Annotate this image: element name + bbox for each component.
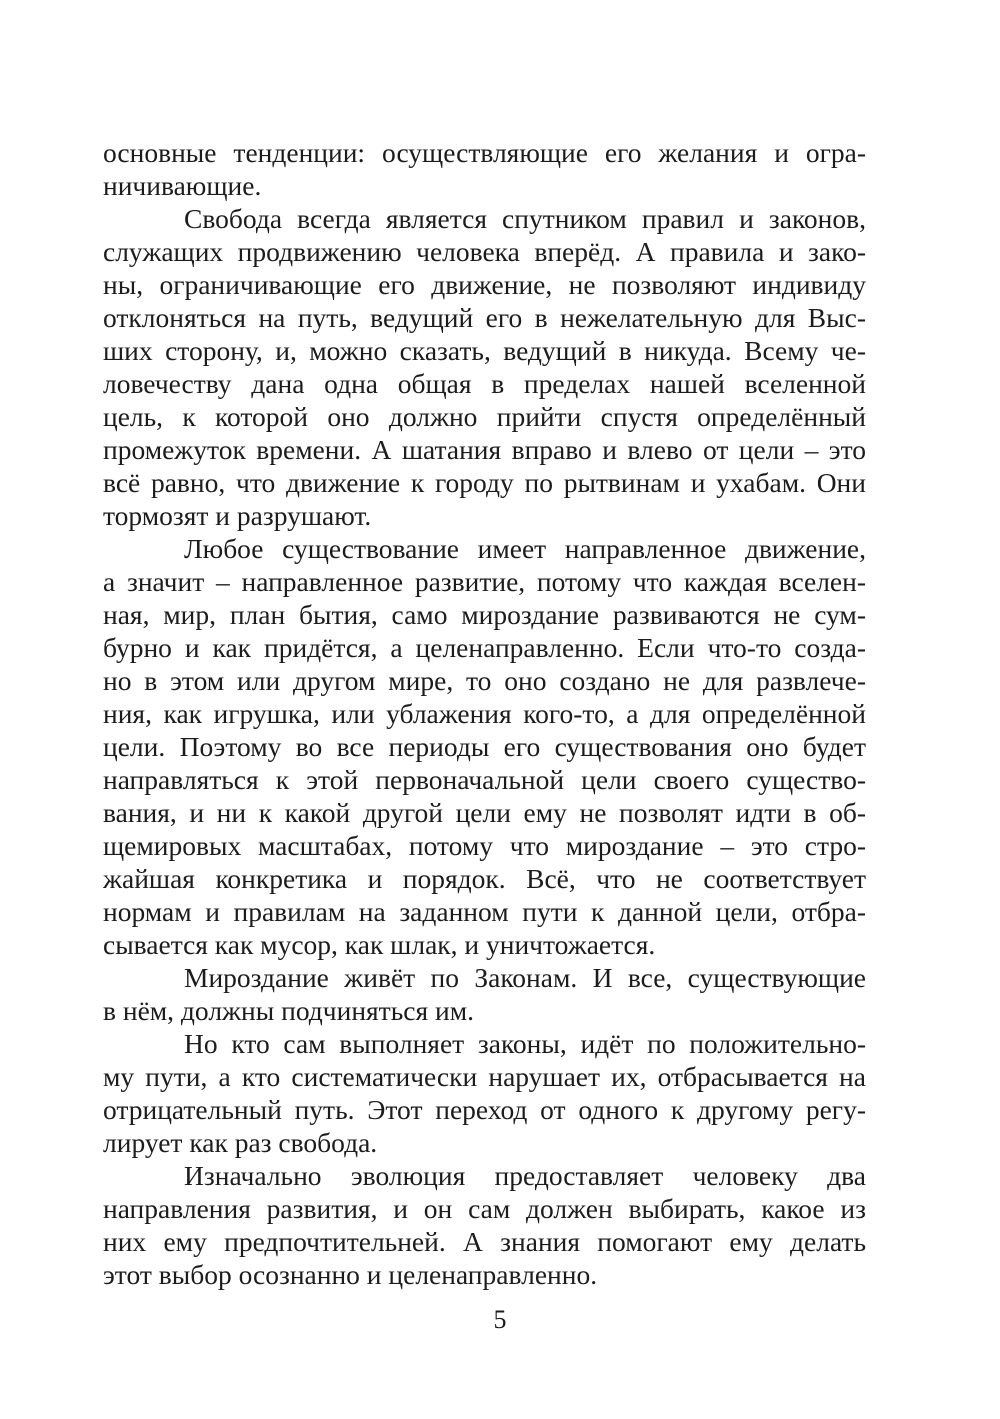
text-line: му пути, а кто систематически нарушает их, отбрасывается на — [103, 1061, 866, 1092]
text-line: направляться к этой первоначальной цели своего существо- — [103, 764, 866, 795]
text-line: нормам и правилам на заданном пути к данной цели, отбра- — [103, 896, 866, 927]
text-line: ны, ограничивающие его движение, не позволяют индивиду — [103, 269, 866, 300]
text-line: щемировых масштабах, потому что мироздание – это стро- — [103, 830, 866, 861]
text-line: ничивающие. — [103, 170, 262, 201]
text-line: сывается как мусор, как шлак, и уничтожается. — [103, 929, 656, 960]
text-line: ших сторону, и, можно сказать, ведущий в никуда. Всему че- — [103, 335, 866, 366]
text-line: ния, как игрушка, или ублажения кого-то, а для определённой — [103, 698, 866, 729]
body-text — [103, 136, 866, 1291]
text-line: служащих продвижению человека вперёд. А правила и зако- — [103, 236, 866, 267]
text-line: цели. Поэтому во все периоды его существования оно будет — [103, 731, 866, 762]
paragraph-first-line: Но кто сам выполняет законы, идёт по положительно- — [184, 1028, 866, 1059]
text-line: цель, к которой оно должно прийти спустя определённый — [103, 401, 866, 432]
text-line: но в этом или другом мире, то оно создано не для развлече- — [103, 665, 866, 696]
text-line: этот выбор осознанно и целенаправленно. — [103, 1259, 598, 1290]
text-line: отрицательный путь. Этот переход от одного к другому регу- — [103, 1094, 866, 1125]
text-line: бурно и как придётся, а целенаправленно. Если что-то созда- — [103, 632, 866, 663]
text-line: ловечеству дана одна общая в пределах нашей вселенной — [103, 368, 866, 399]
text-line: вания, и ни к какой другой цели ему не позволят идти в об- — [103, 797, 866, 828]
paragraph-first-line: Мироздание живёт по Законам. И все, существующие — [184, 962, 866, 993]
text-line: направления развития, и он сам должен выбирать, какое из — [103, 1193, 866, 1224]
text-line: а значит – направленное развитие, потому что каждая вселен- — [103, 566, 866, 597]
text-line: ная, мир, план бытия, само мироздание развиваются не сум- — [103, 599, 866, 630]
text-line: лирует как раз свобода. — [103, 1127, 378, 1158]
text-line: жайшая конкретика и порядок. Всё, что не соответствует — [103, 863, 866, 894]
text-line: всё равно, что движение к городу по рытвинам и ухабам. Они — [103, 467, 866, 498]
text-line: промежуток времени. А шатания вправо и влево от цели – это — [103, 434, 866, 465]
text-line: в нём, должны подчиняться им. — [103, 995, 474, 1026]
text-line: основные тенденции: осуществляющие его желания и огра- — [103, 137, 866, 168]
paragraph-first-line: Изначально эволюция предоставляет человеку два — [184, 1160, 866, 1191]
text-line: них ему предпочтительней. А знания помогают ему делать — [103, 1226, 866, 1257]
page-number: 5 — [493, 1305, 507, 1334]
text-line: тормозят и разрушают. — [103, 500, 372, 531]
paragraph-first-line: Любое существование имеет направленное движение, — [184, 533, 866, 564]
text-line: отклоняться на путь, ведущий его в нежелательную для Выс- — [103, 302, 866, 333]
paragraph-first-line: Свобода всегда является спутником правил и законов, — [184, 203, 866, 234]
